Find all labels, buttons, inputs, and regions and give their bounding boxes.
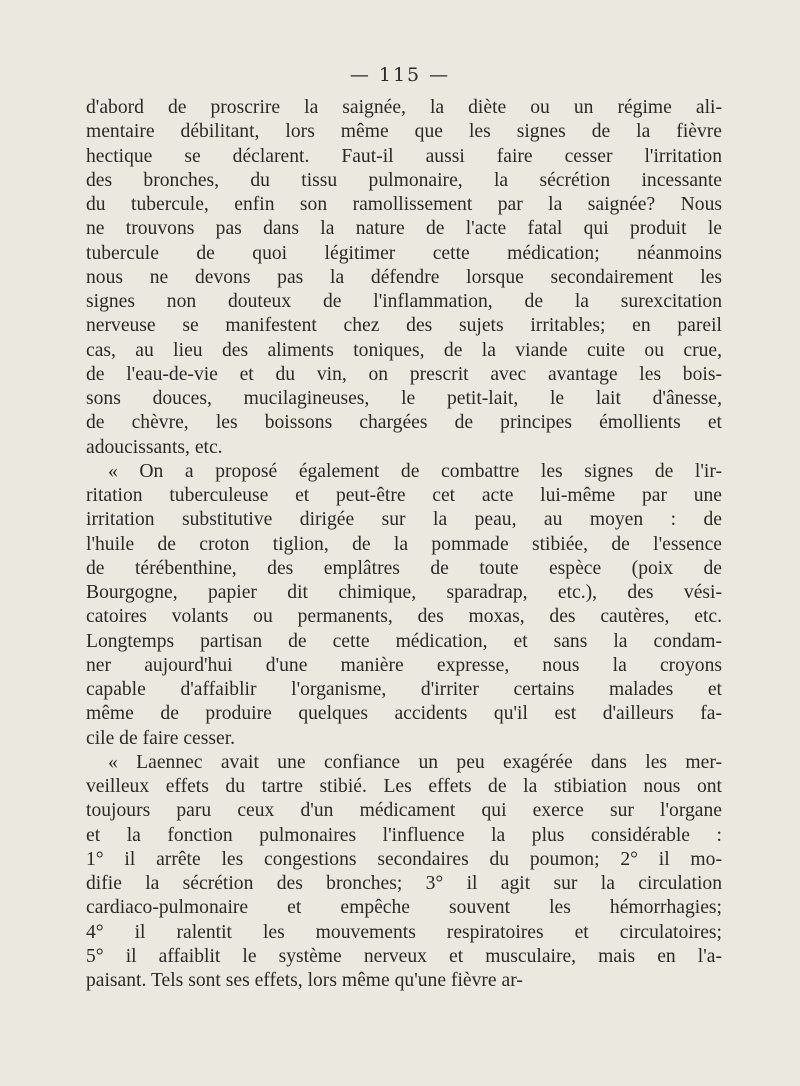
text-line: « On a proposé également de combattre les signes de l'ir- [108,460,722,482]
paragraph [86,96,722,460]
paragraph [86,460,722,751]
text-line: ner aujourd'hui d'une manière expresse, nous la croyons [86,654,722,676]
text-line: 5° il affaiblit le système nerveux et musculaire, mais en l'a- [86,945,722,967]
text-line: hectique se déclarent. Faut-il aussi faire cesser l'irritation [86,145,722,167]
text-line: difie la sécrétion des bronches; 3° il agit sur la circulation [86,873,722,894]
text-line: Longtemps partisan de cette médication, et sans la condam- [86,630,722,652]
text-line: 4° il ralentit les mouvements respiratoires et circulatoires; [86,921,722,943]
text-line: cile de faire cesser. [86,727,236,749]
text-line: ne trouvons pas dans la nature de l'acte fatal qui produit le [86,218,722,240]
text-line: veilleux effets du tartre stibié. Les effets de la stibiation nous ont [86,776,722,797]
text-line: nous ne devons pas la défendre lorsque secondairement les [86,266,722,288]
text-line: même de produire quelques accidents qu'il est d'ailleurs fa- [86,703,722,725]
text-line: d'abord de proscrire la saignée, la diète ou un régime ali- [86,97,722,118]
paragraph [86,751,722,994]
text-line: des bronches, du tissu pulmonaire, la sécrétion incessante [86,169,722,191]
text-line: mentaire débilitant, lors même que les signes de la fièvre [86,121,722,143]
text-line: « Laennec avait une confiance un peu exagérée dans les mer- [108,751,722,773]
text-line: de térébenthine, des emplâtres de toute espèce (poix de [86,557,722,579]
text-line: toujours paru ceux d'un médicament qui exerce sur l'organe [86,800,722,822]
text-line: et la fonction pulmonaires l'influence la plus considérable : [86,824,722,846]
text-line: l'huile de croton tiglion, de la pommade stibiée, de l'essence [86,533,722,555]
text-line: du tubercule, enfin son ramollissement par la saignée? Nous [86,194,722,215]
text-line: ritation tuberculeuse et peut-être cet acte lui-même par une [86,485,722,506]
text-line: nerveuse se manifestent chez des sujets irritables; en pareil [86,315,722,337]
text-line: de chèvre, les boissons chargées de principes émollients et [86,412,722,434]
text-line: 1° il arrête les congestions secondaires du poumon; 2° il mo- [86,848,722,870]
text-line: paisant. Tels sont ses effets, lors même qu'une fièvre ar- [86,970,523,991]
text-line: catoires volants ou permanents, des moxas, des cautères, etc. [86,606,722,628]
page-number: — 115 — [349,64,451,86]
text-line: de l'eau-de-vie et du vin, on prescrit avec avantage les bois- [86,363,722,385]
text-line: capable d'affaiblir l'organisme, d'irriter certains malades et [86,679,722,700]
body-text [86,96,722,993]
text-line: cardiaco-pulmonaire et empêche souvent les hémorrhagies; [86,897,722,919]
text-line: irritation substitutive dirigée sur la peau, au moyen : de [86,509,722,531]
text-line: adoucissants, etc. [86,436,223,458]
text-line: sons douces, mucilagineuses, le petit-lait, le lait d'ânesse, [86,388,722,409]
text-line: signes non douteux de l'inflammation, de la surexcitation [86,291,722,312]
text-line: cas, au lieu des aliments toniques, de la viande cuite ou crue, [86,339,722,361]
text-line: tubercule de quoi légitimer cette médication; néanmoins [86,242,722,264]
text-line: Bourgogne, papier dit chimique, sparadrap, etc.), des vési- [86,582,722,603]
